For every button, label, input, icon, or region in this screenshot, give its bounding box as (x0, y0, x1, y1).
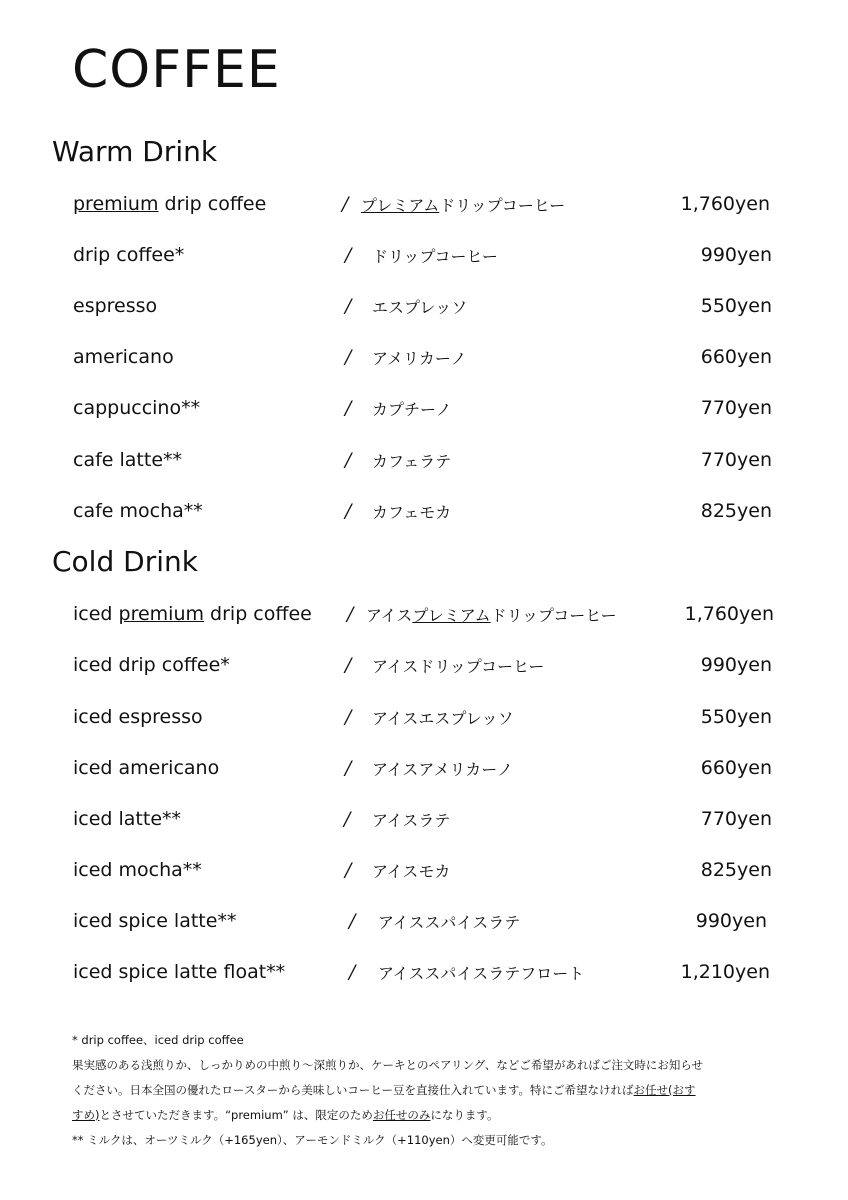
menu-item (0, 397, 848, 427)
item-price: 660yen (700, 346, 772, 368)
item-name: iced latte** (73, 808, 182, 830)
menu-item (0, 603, 848, 633)
menu-item (0, 346, 848, 376)
item-name-jp: アイスエスプレッソ (372, 709, 514, 728)
item-price: 770yen (700, 808, 772, 830)
item-price: 770yen (700, 449, 772, 471)
item-name-jp: アイスプレミアムドリップコーヒー (366, 606, 617, 625)
item-name-jp: アイスアメリカーノ (372, 760, 513, 779)
menu-item (0, 910, 848, 940)
item-price: 825yen (700, 500, 772, 522)
item-name: drip coffee* (73, 244, 185, 266)
footnote-text: ください。日本全国の優れたロースターから美味しいコーヒー豆を直接仕入れています。特にご希望なければお任せ(おす (72, 1083, 696, 1097)
separator: / (345, 757, 352, 779)
menu-item (0, 859, 848, 889)
menu-item (0, 244, 848, 274)
item-price: 990yen (700, 654, 772, 676)
item-name: americano (73, 346, 174, 368)
footnote-text: 果実感のある浅煎りか、しっかりめの中煎り〜深煎りか、ケーキとのペアリング、などご希望があればご注文時にお知らせ (72, 1058, 703, 1072)
separator: / (349, 961, 356, 983)
item-name: iced spice latte** (73, 910, 237, 932)
separator: / (345, 500, 352, 522)
item-name-jp: プレミアムドリップコーヒー (361, 196, 566, 215)
item-price: 550yen (700, 706, 772, 728)
item-price: 990yen (695, 910, 767, 932)
menu-item (0, 961, 848, 991)
item-name-jp: カフェラテ (372, 452, 452, 471)
separator: / (345, 449, 352, 471)
separator: / (344, 808, 351, 830)
item-price: 1,760yen (684, 603, 774, 625)
item-name-jp: アイススパイスラテフロート (378, 964, 585, 983)
item-name-jp: カプチーノ (372, 400, 452, 419)
separator: / (349, 910, 356, 932)
separator: / (345, 295, 352, 317)
item-name-jp: アイスモカ (372, 862, 451, 881)
separator: / (342, 193, 349, 215)
item-name: premium drip coffee (73, 193, 267, 215)
menu-item (0, 757, 848, 787)
item-price: 990yen (700, 244, 772, 266)
menu-item (0, 808, 848, 838)
item-name: cafe mocha** (73, 500, 203, 522)
cold-drink-heading: Cold Drink (52, 545, 198, 578)
separator: / (345, 244, 352, 266)
item-name-jp: アイスドリップコーヒー (372, 657, 545, 676)
separator: / (345, 859, 352, 881)
menu-item (0, 654, 848, 684)
separator: / (345, 706, 352, 728)
menu-item (0, 295, 848, 325)
item-name: iced espresso (73, 706, 203, 728)
separator: / (345, 654, 352, 676)
item-price: 1,210yen (680, 961, 770, 983)
item-price: 660yen (700, 757, 772, 779)
item-name: iced mocha** (73, 859, 202, 881)
item-name-jp: ドリップコーヒー (372, 247, 498, 266)
footnotes (72, 1028, 782, 1153)
item-name: cafe latte** (73, 449, 183, 471)
item-name: iced spice latte float** (73, 961, 286, 983)
item-name-jp: アイスラテ (372, 811, 451, 830)
menu-item (0, 500, 848, 530)
item-name: espresso (73, 295, 158, 317)
item-name: iced americano (73, 757, 220, 779)
menu-item (0, 193, 848, 223)
item-name: iced drip coffee* (73, 654, 230, 676)
item-name-jp: アイススパイスラテ (378, 913, 521, 932)
separator: / (347, 603, 354, 625)
warm-drink-heading: Warm Drink (52, 135, 218, 168)
item-name-jp: エスプレッソ (372, 298, 468, 317)
separator: / (345, 346, 352, 368)
item-name: cappuccino** (73, 397, 201, 419)
item-name-jp: カフェモカ (372, 503, 452, 522)
menu-item (0, 449, 848, 479)
footnote-milk: ** ミルクは、オーツミルク（+165yen）、アーモンドミルク（+110yen）へ変更可能です。 (72, 1133, 553, 1147)
item-price: 770yen (700, 397, 772, 419)
item-price: 825yen (700, 859, 772, 881)
footnote-drip: * drip coffee、iced drip coffee (72, 1033, 244, 1047)
item-name: iced premium drip coffee (73, 603, 312, 625)
item-name-jp: アメリカーノ (372, 349, 467, 368)
item-price: 1,760yen (680, 193, 770, 215)
page-title: COFFEE (72, 40, 281, 100)
footnote-text: すめ)とさせていただきます。“premium” は、限定のためお任せのみになります。 (72, 1108, 499, 1122)
menu-item (0, 706, 848, 736)
separator: / (345, 397, 352, 419)
item-price: 550yen (700, 295, 772, 317)
